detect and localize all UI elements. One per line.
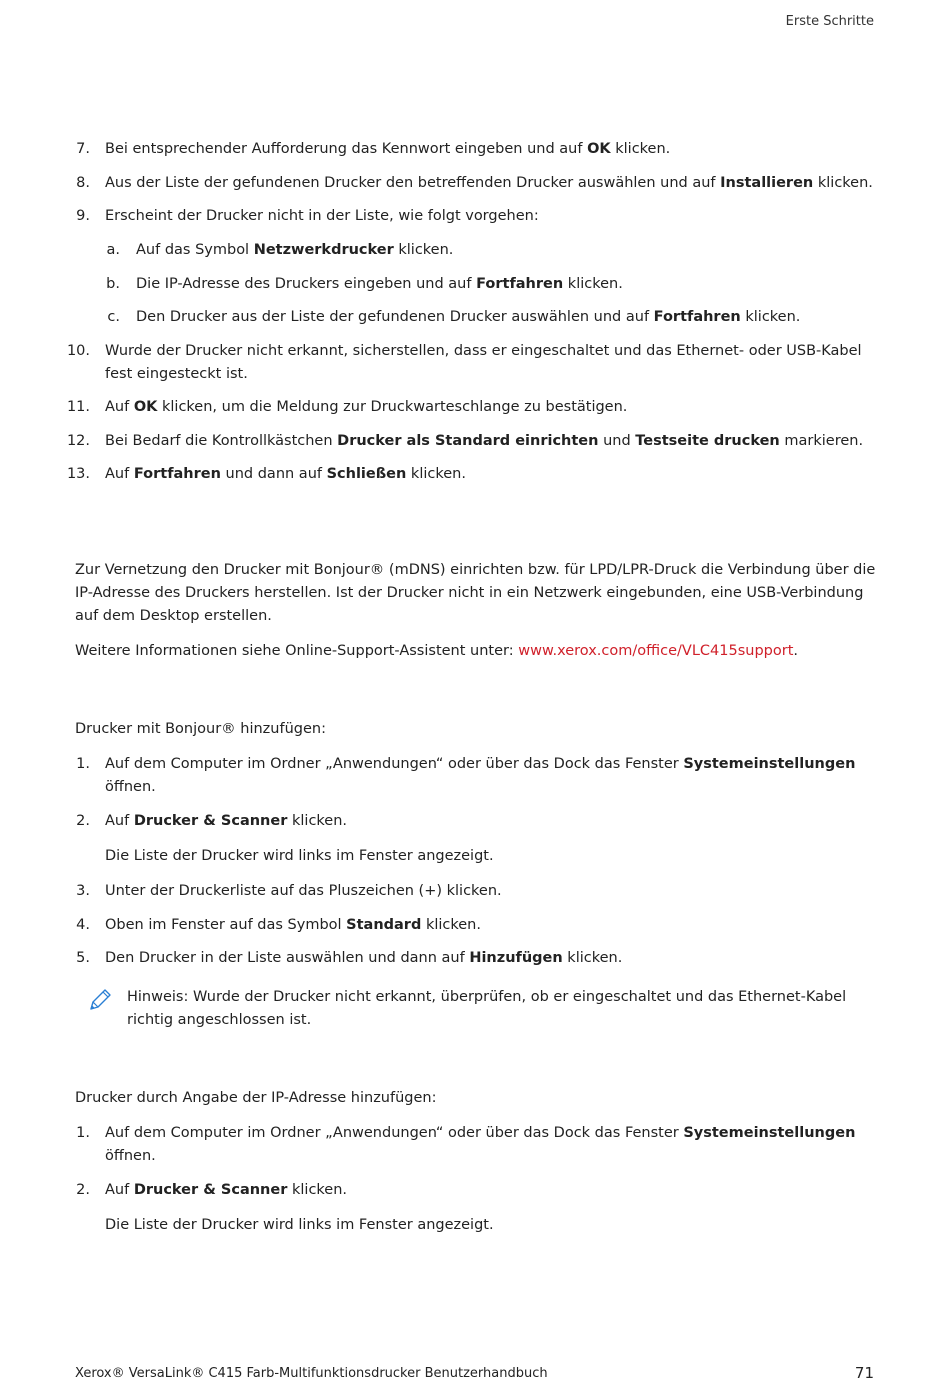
step-bold-term: OK xyxy=(133,399,158,415)
step-text-part: Auf xyxy=(105,1182,134,1198)
step-text-part: klicken. xyxy=(813,175,873,191)
step-number: 4. xyxy=(76,917,90,933)
step-bold-term: Fortfahren xyxy=(653,309,741,325)
step-bold-term: Drucker & Scanner xyxy=(133,813,288,829)
step-text-part: klicken. xyxy=(562,950,623,966)
substep-letter: b. xyxy=(106,276,120,292)
step-text: Unter der Druckerliste auf das Pluszeichen (+) klicken. xyxy=(105,883,502,899)
step-text xyxy=(105,1179,878,1202)
step-text: Erscheint der Drucker nicht in der Liste, wie folgt vorgehen: xyxy=(105,208,539,224)
step-number: 12. xyxy=(66,433,90,449)
step-bold-term: Netzwerkdrucker xyxy=(253,242,394,258)
step-text-part: klicken. xyxy=(287,813,348,829)
step-number: 5. xyxy=(76,950,90,966)
step-text-part: klicken, um die Meldung zur Druckwarteschlange zu bestätigen. xyxy=(157,399,628,415)
step-text-part: klicken. xyxy=(393,242,454,258)
step-bold-term: Testseite drucken xyxy=(635,433,780,449)
substep-text xyxy=(136,306,878,329)
step-text xyxy=(105,947,878,970)
ip-heading: Drucker durch Angabe der IP-Adresse hinzufügen: xyxy=(75,1090,437,1106)
step-number: 2. xyxy=(76,813,90,829)
step-text-part: Aus der Liste der gefundenen Drucker den betreffenden Drucker auswählen und auf xyxy=(105,175,721,191)
footer-title: Xerox® VersaLink® C415 Farb-Multifunktionsdrucker Benutzerhandbuch xyxy=(75,1366,548,1381)
step-text-part: klicken. xyxy=(740,309,801,325)
step-text-part: Auf xyxy=(105,399,134,415)
step-text-part: Auf dem Computer im Ordner „Anwendungen“ oder über das Dock das Fenster xyxy=(105,756,684,772)
step-text-part: klicken. xyxy=(406,466,466,482)
step-bold-term: Installieren xyxy=(720,175,814,191)
support-text: Weitere Informationen siehe Online-Support-Assistent unter: xyxy=(75,643,519,659)
step-text-part: Auf das Symbol xyxy=(136,242,254,258)
step-number: 7. xyxy=(76,141,90,157)
running-header: Erste Schritte xyxy=(785,14,874,29)
substep-text xyxy=(136,239,878,262)
step-number: 11. xyxy=(66,399,90,415)
intro-paragraph: Zur Vernetzung den Drucker mit Bonjour® (mDNS) einrichten bzw. für LPD/LPR-Druck die Verbindung über die IP-Adresse des Druckers herstellen. Ist der Drucker nicht in ein Netzwerk eingebunden, eine USB-Verbindung auf dem Desktop erstellen. xyxy=(75,562,876,624)
step-text-part: Auf xyxy=(105,466,134,482)
step-text xyxy=(105,172,878,195)
step-bold-term: Standard xyxy=(346,917,422,933)
step-text-part: markieren. xyxy=(779,433,864,449)
step-bold-term: OK xyxy=(587,141,611,157)
step-text xyxy=(105,138,878,161)
step-text-part: klicken. xyxy=(610,141,671,157)
support-link[interactable]: www.xerox.com/office/VLC415support xyxy=(518,643,794,659)
substep-text xyxy=(136,273,878,296)
step-text xyxy=(105,430,878,453)
step-text-part: öffnen. xyxy=(105,1148,156,1164)
step-text-part: klicken. xyxy=(421,917,481,933)
page-number: 71 xyxy=(854,1364,874,1382)
step-number: 1. xyxy=(76,1125,90,1141)
step-text-part: klicken. xyxy=(287,1182,348,1198)
step-text-part: Bei entsprechender Aufforderung das Kennwort eingeben und auf xyxy=(105,141,588,157)
step-text-part: Den Drucker in der Liste auswählen und dann auf xyxy=(105,950,470,966)
step-number: 2. xyxy=(76,1182,90,1198)
bonjour-heading: Drucker mit Bonjour® hinzufügen: xyxy=(75,721,326,737)
step-bold-term: Drucker & Scanner xyxy=(133,1182,288,1198)
note-text: Hinweis: Wurde der Drucker nicht erkannt, überprüfen, ob er eingeschaltet und das Ethernet-Kabel richtig angeschlossen ist. xyxy=(127,989,847,1028)
step-bold-term: Schließen xyxy=(326,466,407,482)
step-text xyxy=(105,810,878,833)
step-number: 13. xyxy=(66,466,90,482)
step-text-part: Bei Bedarf die Kontrollkästchen xyxy=(105,433,338,449)
step-text-part: und xyxy=(598,433,636,449)
step-number: 9. xyxy=(76,208,90,224)
step-result-text: Die Liste der Drucker wird links im Fenster angezeigt. xyxy=(105,1217,494,1233)
support-paragraph xyxy=(75,640,878,663)
step-number: 3. xyxy=(76,883,90,899)
step-text-part: und dann auf xyxy=(220,466,327,482)
step-text-part: Oben im Fenster auf das Symbol xyxy=(105,917,347,933)
support-text-end: . xyxy=(793,643,799,659)
step-bold-term: Drucker als Standard einrichten xyxy=(337,433,599,449)
substep-letter: c. xyxy=(107,309,120,325)
step-text xyxy=(105,914,878,937)
step-text-part: Auf xyxy=(105,813,134,829)
step-bold-term: Fortfahren xyxy=(476,276,564,292)
substep-letter: a. xyxy=(106,242,120,258)
pencil-icon xyxy=(86,986,114,1014)
step-text: Wurde der Drucker nicht erkannt, sicherstellen, dass er eingeschaltet und das Ethernet- oder USB-Kabel fest eingesteckt ist. xyxy=(105,343,862,382)
step-bold-term: Systemeinstellungen xyxy=(683,1125,856,1141)
step-text xyxy=(105,753,878,799)
step-text-part: klicken. xyxy=(563,276,623,292)
step-text-part: öffnen. xyxy=(105,779,156,795)
step-text-part: Den Drucker aus der Liste der gefundenen Drucker auswählen und auf xyxy=(136,309,654,325)
step-bold-term: Systemeinstellungen xyxy=(683,756,856,772)
step-text-part: Auf dem Computer im Ordner „Anwendungen“ oder über das Dock das Fenster xyxy=(105,1125,684,1141)
step-bold-term: Fortfahren xyxy=(133,466,221,482)
step-bold-term: Hinzufügen xyxy=(469,950,563,966)
step-number: 1. xyxy=(76,756,90,772)
step-text-part: Die IP-Adresse des Druckers eingeben und auf xyxy=(136,276,477,292)
step-result-text: Die Liste der Drucker wird links im Fenster angezeigt. xyxy=(105,848,494,864)
step-text xyxy=(105,463,878,486)
step-number: 8. xyxy=(76,175,90,191)
step-text xyxy=(105,396,878,419)
step-text xyxy=(105,1122,878,1168)
step-number: 10. xyxy=(66,343,90,359)
